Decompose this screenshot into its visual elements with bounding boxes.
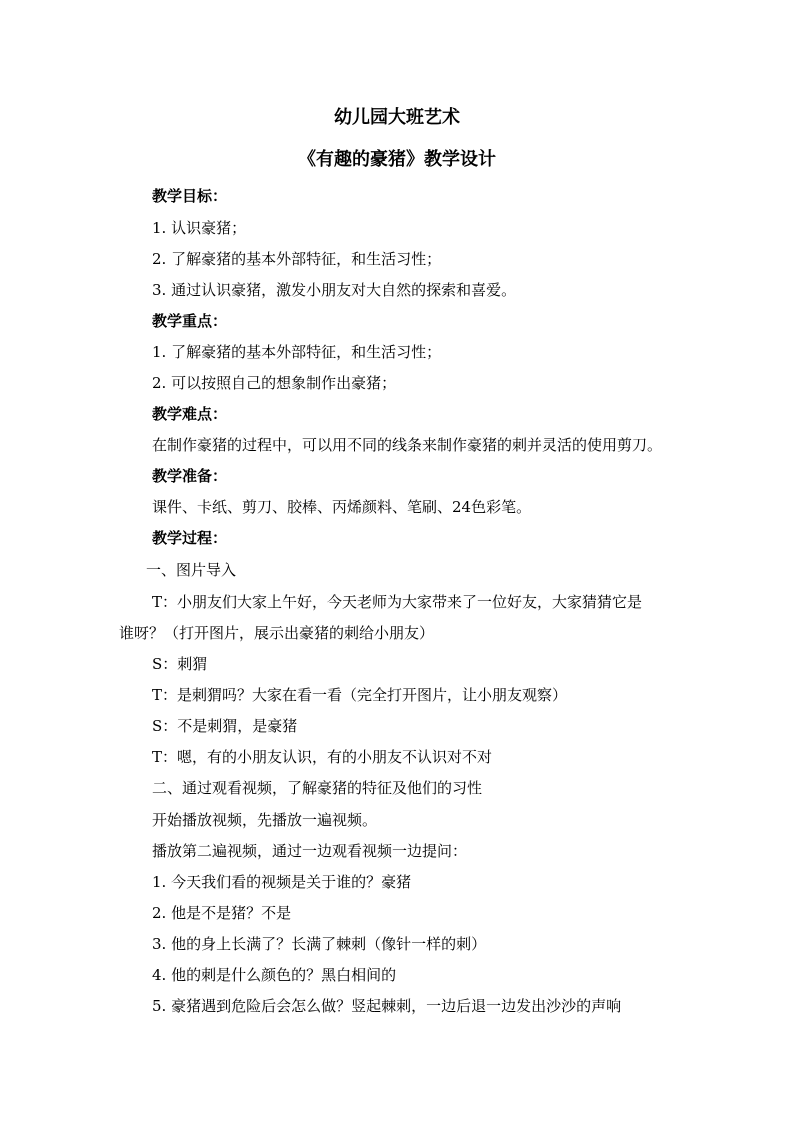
key-point-item: 2. 可以按照自己的想象制作出豪猪； [152,374,397,392]
question-item: 3. 他的身上长满了？长满了棘刺（像针一样的刺） [152,935,487,953]
dialog-line: T：小朋友们大家上午好，今天老师为大家带来了一位好友，大家猜猜它是 [152,593,643,611]
document-title-line2: 《有趣的豪猪》教学设计 [298,149,496,170]
goals-heading: 教学目标： [152,187,228,205]
dialog-line: 谁呀？（打开图片，展示出豪猪的刺给小朋友） [119,624,435,642]
video-line: 播放第二遍视频，通过一边观看视频一边提问： [152,842,468,860]
process-heading: 教学过程： [152,529,228,547]
question-item: 4. 他的刺是什么颜色的？黑白相间的 [152,966,397,984]
process-section1-title: 一、图片导入 [146,561,237,579]
question-item: 1. 今天我们看的视频是关于谁的？豪猪 [152,873,412,891]
video-line: 开始播放视频，先播放一遍视频。 [152,811,378,829]
process-section2-title: 二、通过观看视频，了解豪猪的特征及他们的习性 [152,779,483,797]
goal-item: 3. 通过认识豪猪，激发小朋友对大自然的探索和喜爱。 [152,281,517,299]
document-title-line1: 幼儿园大班艺术 [334,107,460,128]
preparation-heading: 教学准备： [152,467,228,485]
dialog-line: T：嗯，有的小朋友认识，有的小朋友不认识对不对 [152,748,493,766]
key-points-heading: 教学重点： [152,312,228,330]
goal-item: 1. 认识豪猪； [152,219,247,237]
question-item: 2. 他是不是猪？不是 [152,904,292,922]
dialog-line: S：刺猬 [152,655,208,673]
difficulties-text: 在制作豪猪的过程中，可以用不同的线条来制作豪猪的刺并灵活的使用剪刀。 [152,436,663,454]
key-point-item: 1. 了解豪猪的基本外部特征，和生活习性； [152,343,442,361]
difficulties-heading: 教学难点： [152,405,228,423]
dialog-line: S：不是刺猬，是豪猪 [152,717,298,735]
question-item: 5. 豪猪遇到危险后会怎么做？竖起棘刺，一边后退一边发出沙沙的声响 [152,997,622,1015]
dialog-line: T：是刺猬吗？大家在看一看（完全打开图片，让小朋友观察） [152,686,568,704]
goal-item: 2. 了解豪猪的基本外部特征，和生活习性； [152,250,442,268]
preparation-text: 课件、卡纸、剪刀、胶棒、丙烯颜料、笔刷、24色彩笔。 [152,498,532,516]
